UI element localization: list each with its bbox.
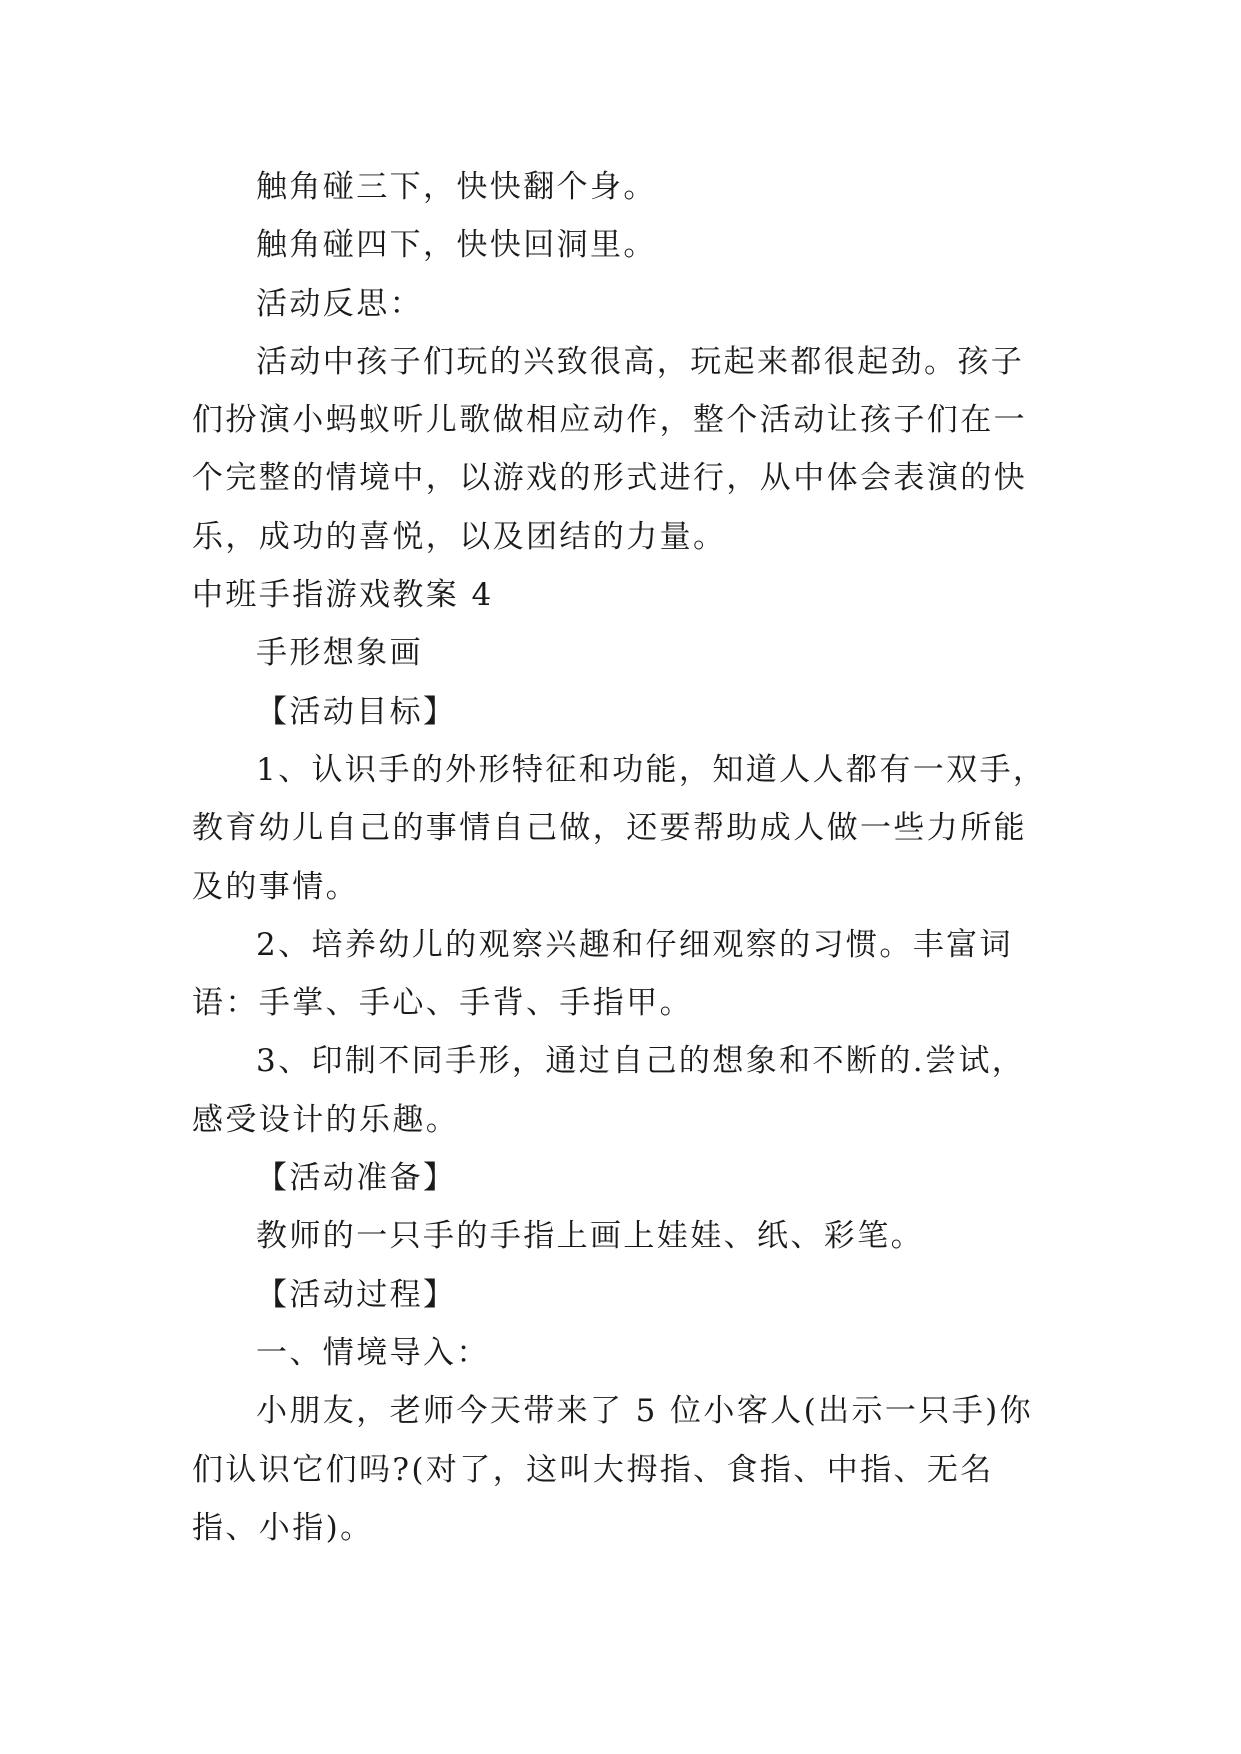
goal-item-1: 1、认识手的外形特征和功能，知道人人都有一双手，教育幼儿自己的事情自己做，还要帮助成人做一些力所能及的事情。: [192, 751, 1047, 905]
section-label-process: 【活动过程】: [256, 1276, 457, 1313]
preparation-text: 教师的一只手的手指上画上娃娃、纸、彩笔。: [256, 1218, 924, 1255]
process-step-1-heading: 一、情境导入：: [256, 1334, 490, 1371]
paragraph-rhyme-line-3: 触角碰三下，快快翻个身。: [256, 169, 657, 205]
activity-name: 手形想象画: [256, 635, 423, 672]
lesson-plan-title: 中班手指游戏教案 4: [192, 577, 494, 614]
document-body: [192, 158, 1052, 1557]
process-step-1-text: 小朋友，老师今天带来了 5 位小客人(出示一只手)你们认识它们吗?(对了，这叫大拇指、食指、中指、无名指、小指)。: [192, 1393, 1034, 1546]
goal-item-2: 2、培养幼儿的观察兴趣和仔细观察的习惯。丰富词语：手掌、手心、手背、手指甲。: [192, 926, 1013, 1022]
goal-item-3: 3、印制不同手形，通过自己的想象和不断的.尝试，感受设计的乐趣。: [192, 1043, 1026, 1138]
section-label-reflection: 活动反思：: [256, 285, 423, 322]
paragraph-reflection: 活动中孩子们玩的兴致很高，玩起来都很起劲。孩子们扮演小蚂蚁听儿歌做相应动作，整个活动让孩子们在一个完整的情境中，以游戏的形式进行，从中体会表演的快乐，成功的喜悦，以及团结的力量。: [192, 343, 1027, 555]
section-label-goals: 【活动目标】: [256, 693, 457, 730]
paragraph-rhyme-line-4: 触角碰四下，快快回洞里。: [256, 227, 657, 264]
section-label-preparation: 【活动准备】: [256, 1160, 457, 1197]
